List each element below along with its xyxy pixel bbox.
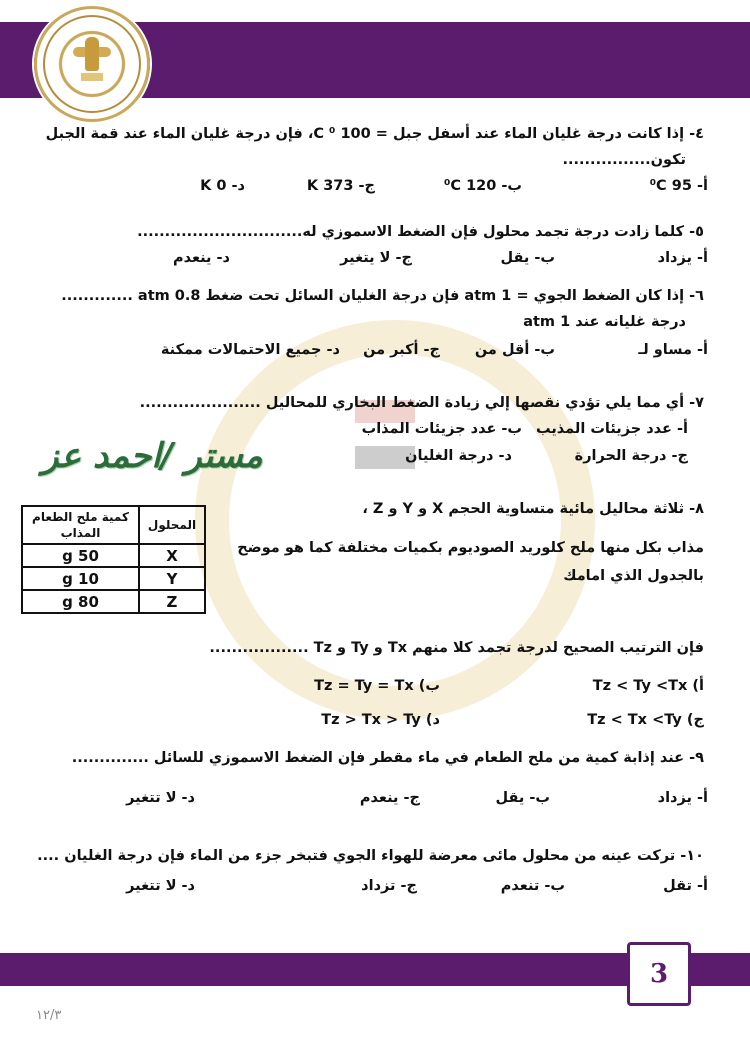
q7-option-b[interactable]: ب- عدد جزيئات المذاب [361, 421, 522, 437]
table-row [22, 567, 205, 590]
q9-option-c[interactable]: ج- ينعدم [359, 790, 420, 806]
ministry-logo [34, 6, 150, 122]
watermark-seal [195, 260, 615, 730]
table-row [22, 544, 205, 567]
eagle-emblem-icon [73, 37, 111, 85]
q6-stem: ٦- إذا كان الضغط الجوي = 1 atm فإن درجة الغليان السائل تحت ضغط 0.8 atm ............. [61, 288, 704, 304]
q8-stem-cont: مذاب بكل منها ملح كلوريد الصوديوم بكميات مختلفة كما هو موضح [237, 540, 704, 556]
q4-option-b[interactable]: ب- 120 ⁰C [444, 178, 522, 194]
q4-option-d[interactable]: د- 0 K [200, 178, 245, 194]
q4-stem: ٤- إذا كانت درجة غليان الماء عند أسفل جبل = C ⁰ 100، فإن درجة غليان الماء عند قمة الجبل [45, 126, 704, 142]
page-number-box: 3 [627, 942, 691, 1006]
q4-option-a[interactable]: أ- 95 ⁰C [649, 178, 708, 194]
q8-option-a[interactable]: أ) Tz < Ty <Tx [592, 678, 704, 694]
q6-option-d[interactable]: د- جميع الاحتمالات ممكنة [160, 342, 340, 358]
table-header-amount: كمية ملح الطعام المذاب [22, 506, 139, 544]
q10-option-b[interactable]: ب- تنعدم [500, 878, 565, 894]
q7-option-d[interactable]: د- درجة الغليان [405, 448, 512, 464]
table-row [22, 590, 205, 613]
q6-option-b[interactable]: ب- أقل من [474, 342, 555, 358]
q9-option-d[interactable]: د- لا تتغير [126, 790, 195, 806]
q5-option-d[interactable]: د- ينعدم [172, 250, 230, 266]
q6-option-c[interactable]: ج- أكبر من [363, 342, 440, 358]
table-cell-solution: Z [139, 590, 205, 613]
teacher-signature: مستر /احمد عز [42, 436, 263, 476]
solutions-table [21, 505, 206, 614]
q8-option-b[interactable]: ب) Tz = Ty = Tx [314, 678, 440, 694]
table-header-row [22, 506, 205, 544]
q8-stem-cont2: بالجدول الذي امامك [563, 568, 704, 584]
q8-option-d[interactable]: د) Tz > Tx > Ty [321, 712, 440, 728]
q6-stem-cont: درجة غليانه عند 1 atm [523, 314, 686, 330]
table-cell-solution: Y [139, 567, 205, 590]
q8-option-c[interactable]: ج) Tz < Tx <Ty [587, 712, 704, 728]
q5-option-b[interactable]: ب- يقل [500, 250, 555, 266]
table-cell-amount: 10 g [22, 567, 139, 590]
q10-option-d[interactable]: د- لا تتغير [126, 878, 195, 894]
q5-stem: ٥- كلما زادت درجة تجمد محلول فإن الضغط الاسموزي له.............................. [137, 224, 704, 240]
q6-option-a[interactable]: أ- مساو لـ [638, 342, 708, 358]
q9-option-b[interactable]: ب- يقل [495, 790, 550, 806]
page-footer-count: ١٢/٣ [36, 1008, 62, 1023]
q7-option-c[interactable]: ج- درجة الحرارة [574, 448, 688, 464]
table-header-solution: المحلول [139, 506, 205, 544]
q10-option-c[interactable]: ج- تزداد [361, 878, 417, 894]
q7-option-a[interactable]: أ- عدد جزيئات المذيب [535, 421, 688, 437]
q9-option-a[interactable]: أ- يزداد [657, 790, 708, 806]
q4-option-c[interactable]: ج- 373 K [306, 178, 375, 194]
q8-question: فإن الترتيب الصحيح لدرجة تجمد كلا منهم Tx و Ty و Tz .................. [209, 640, 704, 656]
table-cell-solution: X [139, 544, 205, 567]
table-cell-amount: 80 g [22, 590, 139, 613]
q10-stem: ١٠- تركت عينه من محلول مائى معرضة للهواء الجوي فتبخر جزء من الماء فإن درجة الغليان .... [37, 848, 704, 864]
q10-option-a[interactable]: أ- تقل [663, 878, 708, 894]
q4-stem-cont: تكون................ [562, 152, 686, 168]
q5-option-c[interactable]: ج- لا يتغير [340, 250, 412, 266]
q7-stem: ٧- أي مما يلي تؤدي نقصها إلي زيادة الضغط البخاري للمحاليل ...................... [139, 395, 704, 411]
q8-stem: ٨- ثلاثة محاليل مائية متساوية الحجم X و Y و Z ، [362, 501, 704, 517]
table-cell-amount: 50 g [22, 544, 139, 567]
q9-stem: ٩- عند إذابة كمية من ملح الطعام في ماء مقطر فإن الضغط الاسموزي للسائل .............. [71, 750, 704, 766]
q5-option-a[interactable]: أ- يزداد [657, 250, 708, 266]
